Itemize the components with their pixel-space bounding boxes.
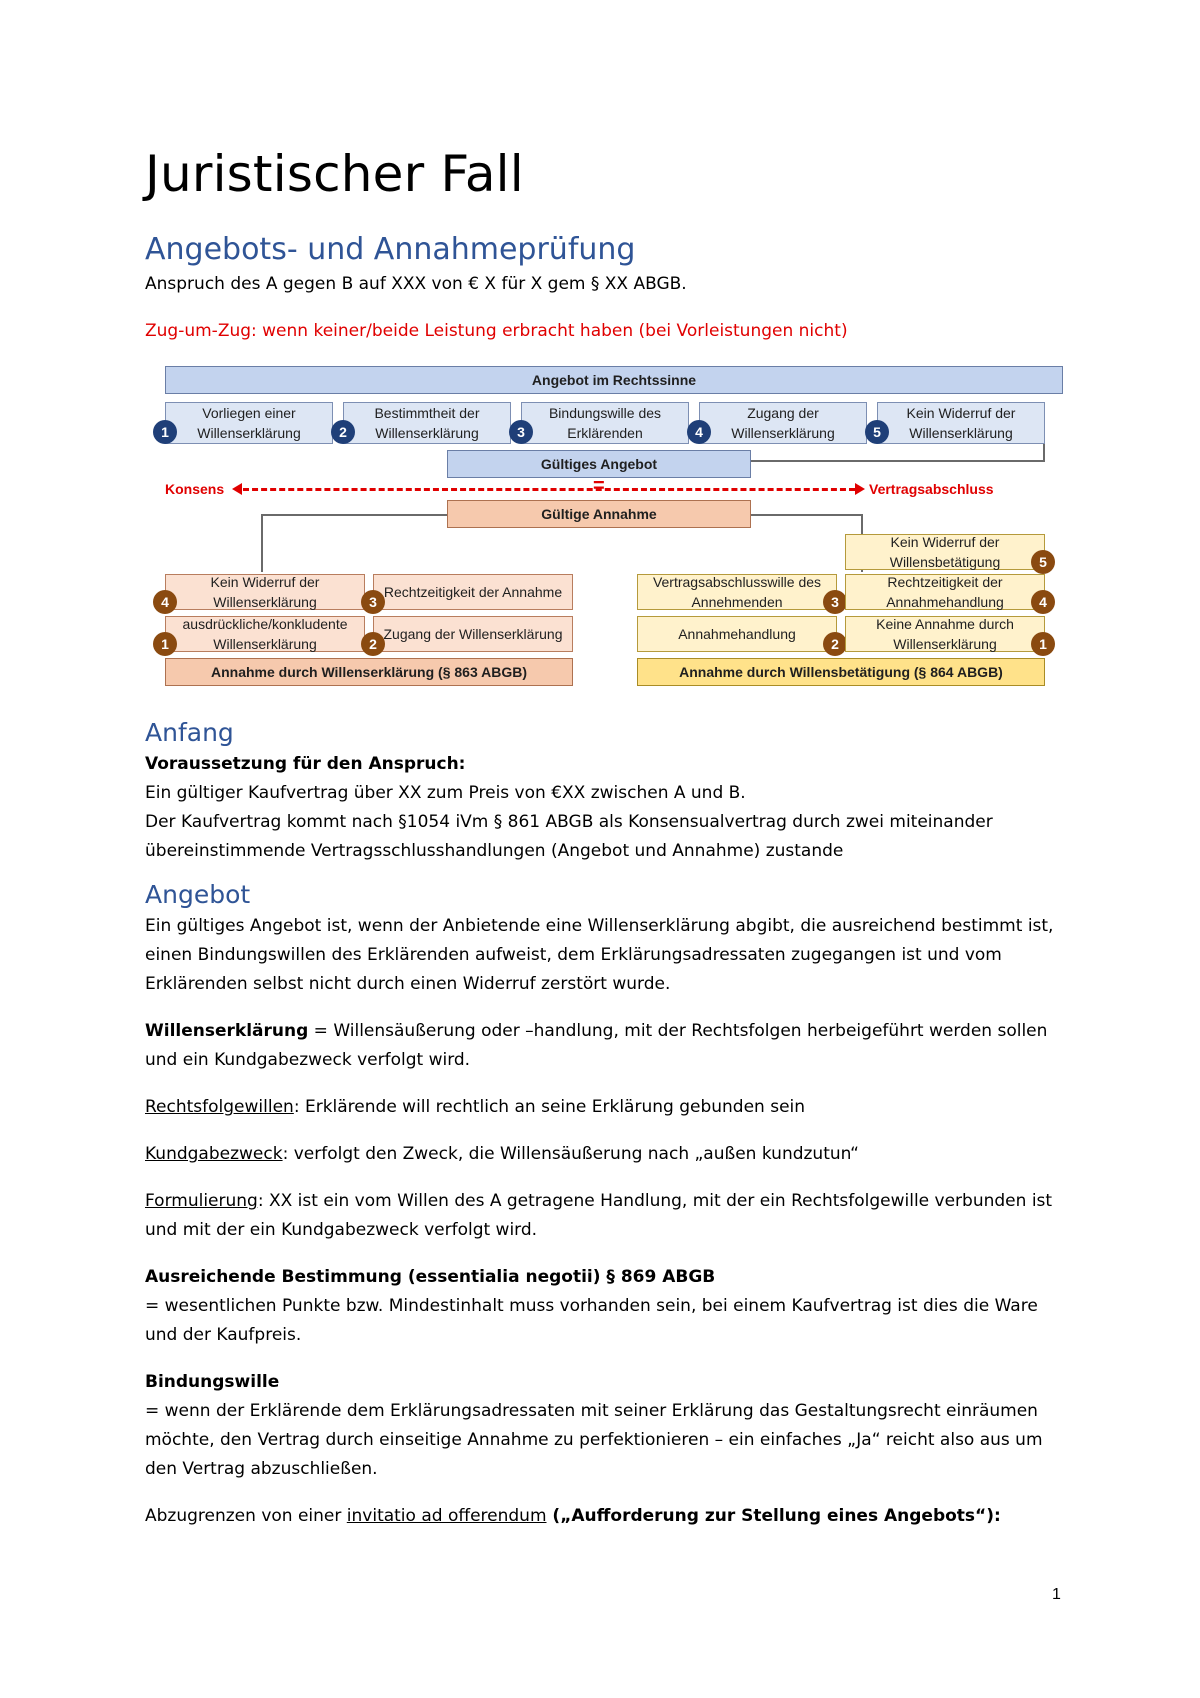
rechtsfolgewillen-paragraph: [145, 1093, 1065, 1122]
abgrenzung-prefix: Abzugrenzen von einer: [145, 1506, 347, 1526]
conduct-item-4: Rechtzeitigkeit der Annahmehandlung: [845, 574, 1045, 610]
offer-badge-2: 2: [331, 420, 355, 444]
valid-acceptance-box: Gültige Annahme: [447, 500, 751, 528]
document-subtitle: Angebots- und Annahmeprüfung: [145, 232, 636, 267]
declaration-badge-3: 3: [361, 590, 385, 614]
rechtsfolgewillen-term: Rechtsfolgewillen: [145, 1097, 294, 1117]
bindungswille-text: = wenn der Erklärende dem Erklärungsadressaten mit seiner Erklärung das Gestaltungsrecht einräumen möchte, den Vertrag durch einseitige Annahme zu perfektionieren – ein einfaches „Ja“ reicht also aus um den Vertrag abzuschließen.: [145, 1401, 1043, 1479]
arrow-right-icon: [855, 483, 865, 495]
requirement-label: Voraussetzung für den Anspruch:: [145, 754, 466, 774]
connector-line: [711, 460, 1045, 462]
conduct-item-3: Vertragsabschlusswille des Annehmenden: [637, 574, 837, 610]
declaration-badge-1: 1: [153, 632, 177, 656]
offer-item-2: Bestimmtheit der Willenserklärung: [343, 402, 511, 444]
offer-acceptance-diagram: [155, 366, 1075, 716]
connector-line: [751, 514, 863, 516]
formulierung-definition: : XX ist ein vom Willen des A getragene Handlung, mit der ein Rechtsfolgewille verbunden ist und mit der ein Kundgabezweck verfolgt wird.: [145, 1191, 1053, 1240]
equals-sign: =: [593, 475, 605, 497]
zug-um-zug-note: Zug-um-Zug: wenn keiner/beide Leistung erbracht haben (bei Vorleistungen nicht): [145, 321, 848, 341]
kundgabezweck-definition: : verfolgt den Zweck, die Willensäußerung nach „außen kundzutun“: [282, 1144, 859, 1164]
willenserklaerung-paragraph: [145, 1017, 1065, 1075]
formulierung-paragraph: [145, 1187, 1065, 1245]
offer-badge-3: 3: [509, 420, 533, 444]
rechtsfolgewillen-definition: : Erklärende will rechtlich an seine Erklärung gebunden sein: [293, 1097, 806, 1117]
conduct-item-5: Kein Widerruf der Willensbetätigung: [845, 534, 1045, 570]
offer-badge-1: 1: [153, 420, 177, 444]
diagram-header: Angebot im Rechtssinne: [165, 366, 1063, 394]
offer-badge-5: 5: [865, 420, 889, 444]
consent-label: Konsens: [165, 481, 225, 497]
abgrenzung-suffix: („Aufforderung zur Stellung eines Angebots“):: [546, 1506, 1001, 1526]
declaration-item-3: Rechtzeitigkeit der Annahme: [373, 574, 573, 610]
conduct-badge-3: 3: [823, 590, 847, 614]
kundgabezweck-term: Kundgabezweck: [145, 1144, 283, 1164]
invitatio-term: invitatio ad offerendum: [346, 1506, 547, 1526]
contract-conclusion-label: Vertragsabschluss: [869, 481, 994, 497]
anfang-line-2: Der Kaufvertrag kommt nach §1054 iVm § 861 ABGB als Konsensualvertrag durch zwei miteinander übereinstimmende Vertragsschlusshandlungen (Angebot und Annahme) zustande: [145, 812, 993, 861]
page-number: 1: [1052, 1586, 1061, 1603]
offer-item-5: Kein Widerruf der Willenserklärung: [877, 402, 1045, 444]
formulierung-term: Formulierung: [145, 1191, 258, 1211]
document-content: [145, 140, 1065, 1531]
declaration-badge-2: 2: [361, 632, 385, 656]
conduct-badge-2: 2: [823, 632, 847, 656]
declaration-badge-4: 4: [153, 590, 177, 614]
conduct-item-1: Keine Annahme durch Willenserklärung: [845, 616, 1045, 652]
connector-line: [261, 514, 263, 572]
valid-offer-box: Gültiges Angebot: [447, 450, 751, 478]
declaration-item-4: Kein Widerruf der Willenserklärung: [165, 574, 365, 610]
conduct-badge-5: 5: [1031, 550, 1055, 574]
declaration-item-2: Zugang der Willenserklärung: [373, 616, 573, 652]
connector-line: [1043, 444, 1045, 462]
bestimmung-heading: Ausreichende Bestimmung (essentialia negotii) § 869 ABGB: [145, 1267, 716, 1287]
bestimmung-text: = wesentlichen Punkte bzw. Mindestinhalt muss vorhanden sein, bei einem Kaufvertrag ist dies die Ware und der Kaufpreis.: [145, 1296, 1038, 1345]
offer-item-4: Zugang der Willenserklärung: [699, 402, 867, 444]
section-heading-angebot: Angebot: [145, 880, 251, 909]
conduct-item-2: Annahmehandlung: [637, 616, 837, 652]
anfang-line-1: Ein gültiger Kaufvertrag über XX zum Preis von €XX zwischen A und B.: [145, 783, 746, 803]
claim-text: Anspruch des A gegen B auf XXX von € X für X gem § XX ABGB.: [145, 274, 687, 294]
conduct-badge-4: 4: [1031, 590, 1055, 614]
angebot-intro: Ein gültiges Angebot ist, wenn der Anbietende eine Willenserklärung abgibt, die ausreichend bestimmt ist, einen Bindungswillen des Erklärenden aufweist, dem Erklärungsadressaten zugegangen ist und vom Erklärenden selbst nicht durch einen Widerruf zerstört wurde.: [145, 916, 1054, 994]
section-heading-anfang: Anfang: [145, 718, 234, 747]
declaration-footer: Annahme durch Willenserklärung (§ 863 ABGB): [165, 658, 573, 686]
declaration-item-1: ausdrückliche/konkludente Willenserklärung: [165, 616, 365, 652]
conduct-footer: Annahme durch Willensbetätigung (§ 864 ABGB): [637, 658, 1045, 686]
abgrenzung-paragraph: [145, 1502, 1065, 1531]
consent-dashed-line: [243, 488, 855, 491]
offer-item-3: Bindungswille des Erklärenden: [521, 402, 689, 444]
bindungswille-heading: Bindungswille: [145, 1372, 280, 1392]
conduct-badge-1: 1: [1031, 632, 1055, 656]
connector-line: [261, 514, 447, 516]
kundgabezweck-paragraph: [145, 1140, 1065, 1169]
document-title: Juristischer Fall: [145, 145, 524, 203]
offer-badge-4: 4: [687, 420, 711, 444]
willenserklaerung-term: Willenserklärung: [145, 1021, 309, 1041]
arrow-left-icon: [232, 483, 242, 495]
offer-item-1: Vorliegen einer Willenserklärung: [165, 402, 333, 444]
willenserklaerung-definition: = Willensäußerung oder –handlung, mit der Rechtsfolgen herbeigeführt werden sollen und ein Kundgabezweck verfolgt wird.: [145, 1021, 1048, 1070]
